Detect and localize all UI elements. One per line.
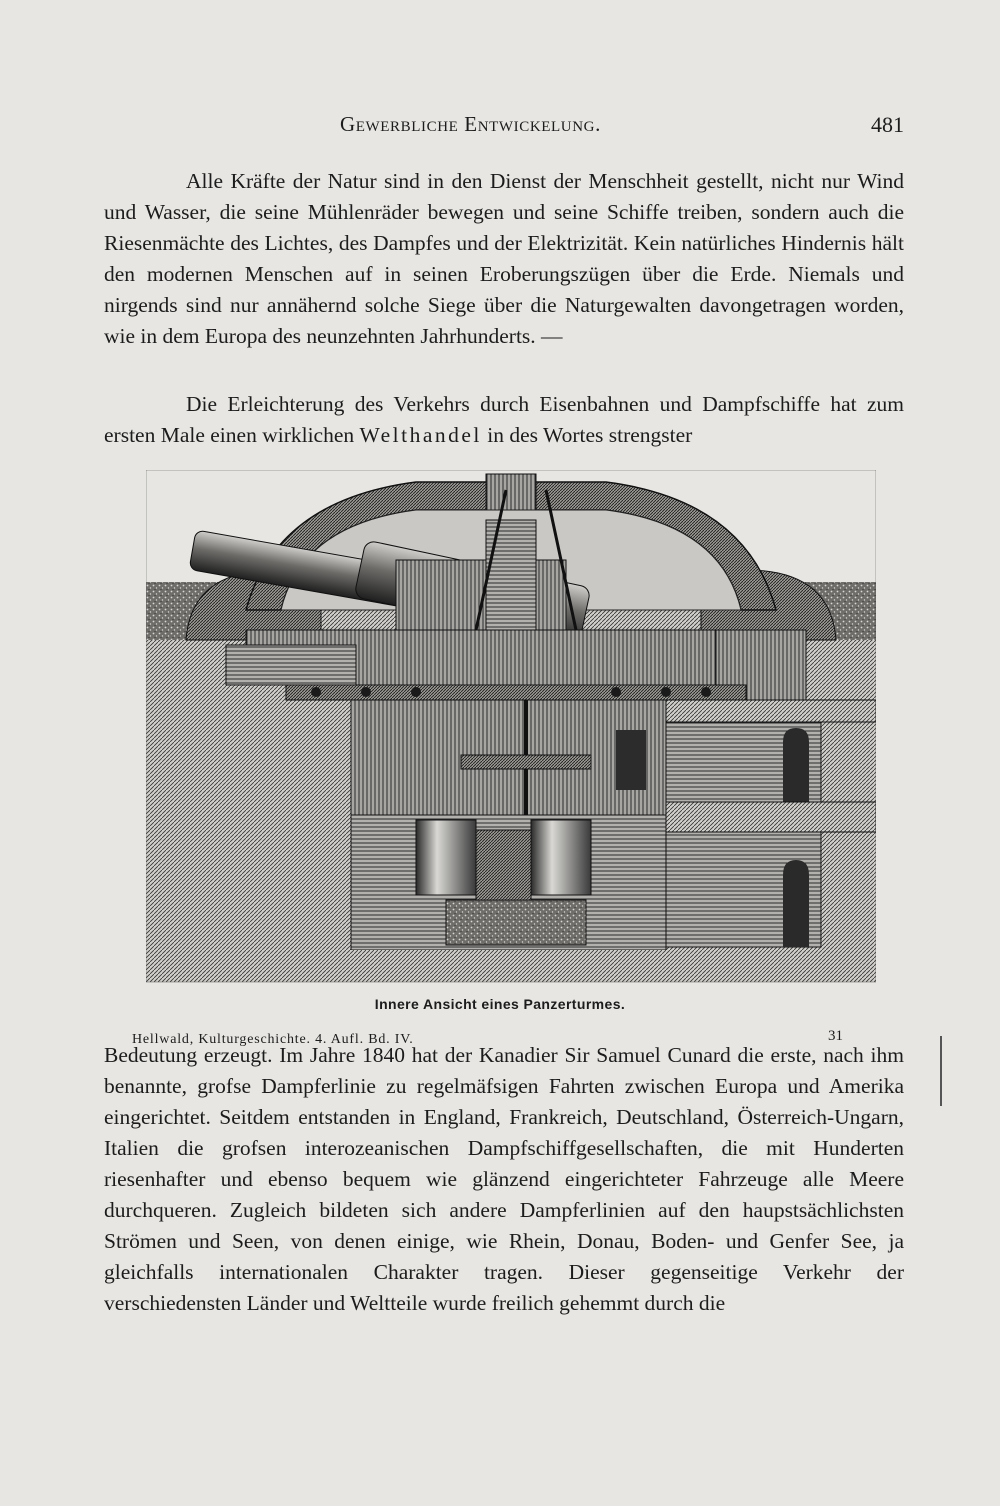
page-header <box>104 112 904 146</box>
signature-mark: 31 <box>828 1028 843 1044</box>
paragraph-1: Alle Kräfte der Natur sind in den Dienst der Menschheit gestellt, nicht nur Wind und Wasser, die seine Mühlenräder bewegen und seine Schiffe treiben, sondern auch die Riesenmächte des Lichtes, des Dampfes und der Elektrizität. Kein natürliches Hindernis hält den modernen Menschen auf in seinen Eroberungszügen über die Erde. Niemals und nirgends sind nur annähernd solche Siege über die Naturgewalten davongetragen worden, wie in dem Europa des neunzehnten Jahrhunderts. — <box>104 169 904 348</box>
running-title: Gewerbliche Entwickelung. <box>340 112 601 136</box>
figure-caption: Innere Ansicht eines Panzerturmes. <box>374 996 626 1012</box>
margin-line <box>940 1036 942 1106</box>
page-footer <box>0 1028 1000 1058</box>
paragraph-2-end: in des Wortes strengster <box>481 423 693 447</box>
footer-imprint: Hellwald, Kulturgeschichte. 4. Aufl. Bd. IV. <box>132 1032 414 1047</box>
armored-turret-engraving <box>146 470 876 985</box>
paragraph-2 <box>104 389 904 451</box>
spaced-word-welthandel: Welthandel <box>359 423 482 447</box>
paragraph-2-start: Die Erleichterung des Verkehrs durch Eisenbahnen und Dampfschiffe hat zum ersten Male einen wirklichen <box>104 392 904 447</box>
paragraph-3: Bedeutung erzeugt. Im Jahre 1840 hat der Kanadier Sir Samuel Cunard die erste, nach ihm benannte, grofse Dampferlinie zu regelmäfsigen Fahrten zwischen Europa und Amerika eingerichtet. Seitdem entstanden in England, Frankreich, Deutschland, Österreich-Ungarn, Italien die grofsen interozeanischen Dampfschiffgesellschaften, die mit Hunderten riesenhafter und ebenso bequem wie glänzend eingerichteter Fahrzeuge alle Meere durchqueren. Zugleich bildeten sich andere Dampferlinien auf den haupstsächlichsten Strömen und Seen, von denen einige, wie Rhein, Donau, Boden- und Genfer See, ja gleichfalls internationalen Charakter tragen. Dieser gegenseitige Verkehr der verschiedensten Länder und Weltteile wurde freilich gehemmt durch die <box>104 1043 904 1315</box>
page-number: 481 <box>871 112 904 137</box>
